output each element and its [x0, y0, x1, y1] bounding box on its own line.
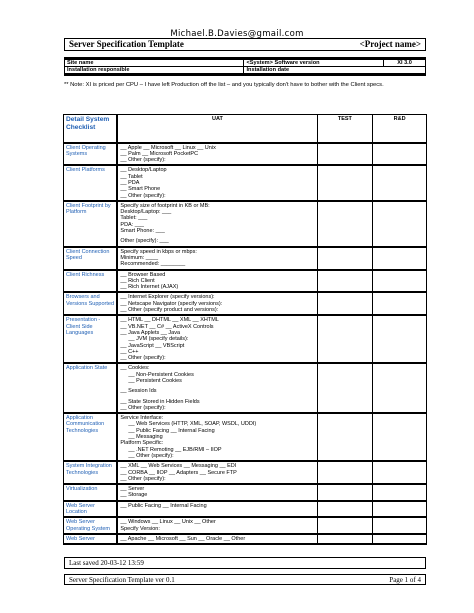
- checklist-option: __ Palm __ Microsoft PocketPC: [120, 150, 199, 157]
- checklist-option: __ Java Applets __ Java: [120, 329, 181, 336]
- uat-options-cell: [117, 201, 317, 247]
- test-cell[interactable]: [317, 143, 373, 166]
- test-cell[interactable]: [317, 517, 373, 534]
- checklist-option: Recommended: ________: [120, 261, 186, 268]
- checklist-option: __ Other (specify product and versions):: [120, 307, 219, 314]
- project-name: <Project name>: [359, 39, 421, 49]
- checklist-option: __ Smart Phone: [120, 186, 161, 193]
- system-version-label: <System> Software version: [244, 59, 384, 67]
- checklist-option: __ Other (specify):: [128, 452, 174, 459]
- rd-cell[interactable]: [373, 413, 427, 461]
- rd-cell[interactable]: [373, 363, 427, 413]
- checklist-option: __ Public Facing __ Internal Facing: [128, 427, 215, 434]
- checklist-row: [64, 484, 427, 501]
- uat-options-cell: [117, 247, 317, 270]
- checklist-row-label: Virtualization: [64, 484, 118, 501]
- test-cell[interactable]: [317, 315, 373, 363]
- info-row: [65, 67, 426, 75]
- checklist-row: [64, 461, 427, 484]
- checklist-option: __ Session Ids: [120, 388, 157, 395]
- checklist-heading: Detail System Checklist: [64, 115, 118, 143]
- test-cell[interactable]: [317, 247, 373, 270]
- test-cell[interactable]: [317, 461, 373, 484]
- checklist-option: __ CORBA __ IIOP __ Adapters __ Secure FTP: [120, 469, 237, 476]
- checklist-option: __ State Stored in Hidden Fields: [120, 398, 200, 405]
- uat-options-cell: [117, 534, 317, 544]
- checklist-option: Specify size of footprint in KB or MB:: [120, 202, 210, 209]
- rd-cell[interactable]: [373, 201, 427, 247]
- page-number: Page 1 of 4: [389, 576, 421, 584]
- site-name-label: Site name: [65, 59, 244, 67]
- rd-cell[interactable]: [373, 534, 427, 544]
- checklist-option: Specify speed in kbps or mbps:: [120, 248, 197, 255]
- checklist-row: [64, 517, 427, 534]
- checklist-option: __ Cookies:: [120, 365, 150, 372]
- checklist-row-label: Browsers and Versions Supported: [64, 292, 118, 315]
- checklist-option: __ Apache __ Microsoft __ Sun __ Oracle __ Other: [120, 535, 246, 542]
- test-cell[interactable]: [317, 534, 373, 544]
- checklist-option: __ Messaging: [128, 434, 163, 441]
- checklist-row-label: Web Server Operating System: [64, 517, 118, 534]
- test-cell[interactable]: [317, 413, 373, 461]
- column-header-test: TEST: [317, 115, 373, 143]
- document-title-box: [64, 38, 426, 51]
- uat-options-cell: [117, 315, 317, 363]
- checklist-option: __ C++: [120, 348, 139, 355]
- checklist-row-label: Web Server Location: [64, 501, 118, 518]
- test-cell[interactable]: [317, 484, 373, 501]
- uat-options-cell: [117, 143, 317, 166]
- checklist-header-row: [64, 115, 427, 143]
- rd-cell[interactable]: [373, 165, 427, 200]
- system-version-value: XI 3.0: [384, 59, 426, 67]
- checklist-option: __ HTML __ DHTML __ XML __ XHTML: [120, 317, 219, 324]
- checklist-option: Other (specify): ___: [120, 238, 169, 245]
- checklist-row: [64, 201, 427, 247]
- checklist-option: __ JavaScript __ VBScript: [120, 342, 185, 349]
- checklist-option: __ Desktop/Laptop: [120, 167, 167, 174]
- uat-options-cell: [117, 517, 317, 534]
- installation-date-label: Installation date: [244, 67, 426, 75]
- rd-cell[interactable]: [373, 292, 427, 315]
- pricing-note: ** Note: XI is priced per CPU – I have left Production off the list – and you typically don't have to bother with the Client specs.: [64, 82, 384, 88]
- rd-cell[interactable]: [373, 517, 427, 534]
- checklist-option: __ Public Facing __ Internal Facing: [120, 502, 207, 509]
- checklist-row: [64, 534, 427, 544]
- checklist-row: [64, 143, 427, 166]
- checklist-row-label: System Integration Technologies: [64, 461, 118, 484]
- checklist-option: __ Other (specify):: [120, 404, 166, 411]
- checklist-option: Tablet: ___: [120, 215, 148, 222]
- checklist-option: __ .NET Remoting __ EJB/RMI – IIOP: [128, 446, 222, 453]
- test-cell[interactable]: [317, 270, 373, 293]
- checklist-option: __ Other (specify):: [120, 355, 166, 362]
- rd-cell[interactable]: [373, 270, 427, 293]
- author-email: Michael.B.Davies@gmail.com: [170, 29, 304, 39]
- checklist-option: Minimum: ____: [120, 254, 159, 261]
- checklist-row-label: Application State: [64, 363, 118, 413]
- template-version: Server Specification Template ver 0.1: [69, 576, 175, 584]
- system-checklist-table: [63, 114, 427, 545]
- checklist-option: Service Interface:: [120, 415, 164, 422]
- checklist-option: __ Internet Explorer (specify versions):: [120, 294, 215, 301]
- checklist-option: __ Persistent Cookies: [128, 378, 182, 384]
- rd-cell[interactable]: [373, 501, 427, 518]
- checklist-row: [64, 165, 427, 200]
- uat-options-cell: [117, 292, 317, 315]
- uat-options-cell: [117, 484, 317, 501]
- checklist-row: [64, 501, 427, 518]
- test-cell[interactable]: [317, 363, 373, 413]
- checklist-option: Desktop/Laptop: ___: [120, 209, 172, 216]
- checklist-option: __ JVM (specify details):: [128, 336, 189, 343]
- checklist-row: [64, 292, 427, 315]
- checklist-option: __ Apple __ Microsoft __ Linux __ Unix: [120, 144, 216, 151]
- checklist-row-label: Client Richness: [64, 270, 118, 293]
- rd-cell[interactable]: [373, 247, 427, 270]
- checklist-option: __ Tablet: [120, 173, 143, 180]
- checklist-row: [64, 363, 427, 413]
- checklist-row-label: Client Connection Speed: [64, 247, 118, 270]
- rd-cell[interactable]: [373, 461, 427, 484]
- column-header-uat: UAT: [117, 115, 317, 143]
- checklist-option: __ Rich Internet (AJAX): [120, 284, 179, 291]
- checklist-option: Smart Phone: ___: [120, 228, 165, 235]
- last-saved-footer: Last saved 20-03-12 13:59: [64, 557, 426, 569]
- checklist-row-label: Application Communication Technologies: [64, 413, 118, 461]
- checklist-option: __ Netscape Navigator (specify versions):: [120, 300, 223, 307]
- test-cell[interactable]: [317, 501, 373, 518]
- uat-options-cell: [117, 270, 317, 293]
- checklist-row-label: Presentation - Client Side Languages: [64, 315, 118, 363]
- test-cell[interactable]: [317, 201, 373, 247]
- checklist-option: __ Other (specify):: [120, 475, 166, 482]
- checklist-option: __ Windows __ Linux __ Unix __ Other: [120, 519, 216, 526]
- checklist-row: [64, 270, 427, 293]
- info-row: [65, 59, 426, 67]
- checklist-row: [64, 247, 427, 270]
- checklist-option: __ Other (specify):: [120, 157, 166, 164]
- checklist-option: Platform Specific:: [120, 440, 164, 447]
- checklist-row: [64, 315, 427, 363]
- installation-responsible-label: Installation responsible: [65, 67, 244, 75]
- checklist-option: __ Web Services (HTTP, XML, SOAP, WSDL, UDDI): [128, 421, 257, 428]
- checklist-row: [64, 413, 427, 461]
- page-footer: [64, 574, 426, 585]
- checklist-option: __ Non-Persistent Cookies: [128, 371, 194, 378]
- uat-options-cell: [117, 165, 317, 200]
- rd-cell[interactable]: [373, 484, 427, 501]
- checklist-option: Specify Version:: [120, 525, 160, 532]
- checklist-option: __ PDA: [120, 179, 140, 186]
- checklist-option: __ VB.NET __ C# __ ActiveX Controls: [120, 323, 214, 330]
- uat-options-cell: [117, 461, 317, 484]
- document-title: Server Specification Template: [69, 39, 184, 49]
- test-cell[interactable]: [317, 292, 373, 315]
- test-cell[interactable]: [317, 165, 373, 200]
- rd-cell[interactable]: [373, 315, 427, 363]
- uat-options-cell: [117, 501, 317, 518]
- checklist-row-label: Client Operating Systems: [64, 143, 118, 166]
- rd-cell[interactable]: [373, 143, 427, 166]
- checklist-row-label: Client Platforms: [64, 165, 118, 200]
- uat-options-cell: [117, 413, 317, 461]
- checklist-option: __ Server: [120, 486, 145, 493]
- column-header-rd: R&D: [373, 115, 427, 143]
- checklist-option: __ Storage: [120, 492, 148, 499]
- checklist-row-label: Web Server: [64, 534, 118, 544]
- checklist-option: __ Rich Client: [120, 277, 155, 284]
- checklist-option: PDA: ___: [120, 221, 144, 228]
- checklist-option: __ Browser Based: [120, 271, 166, 278]
- checklist-row-label: Client Footprint by Platform: [64, 201, 118, 247]
- checklist-option: __ XML __ Web Services __ Messaging __ EDI: [120, 463, 237, 470]
- checklist-option: __ Other (specify):: [120, 192, 166, 199]
- installation-info-table: [64, 57, 426, 76]
- uat-options-cell: [117, 363, 317, 413]
